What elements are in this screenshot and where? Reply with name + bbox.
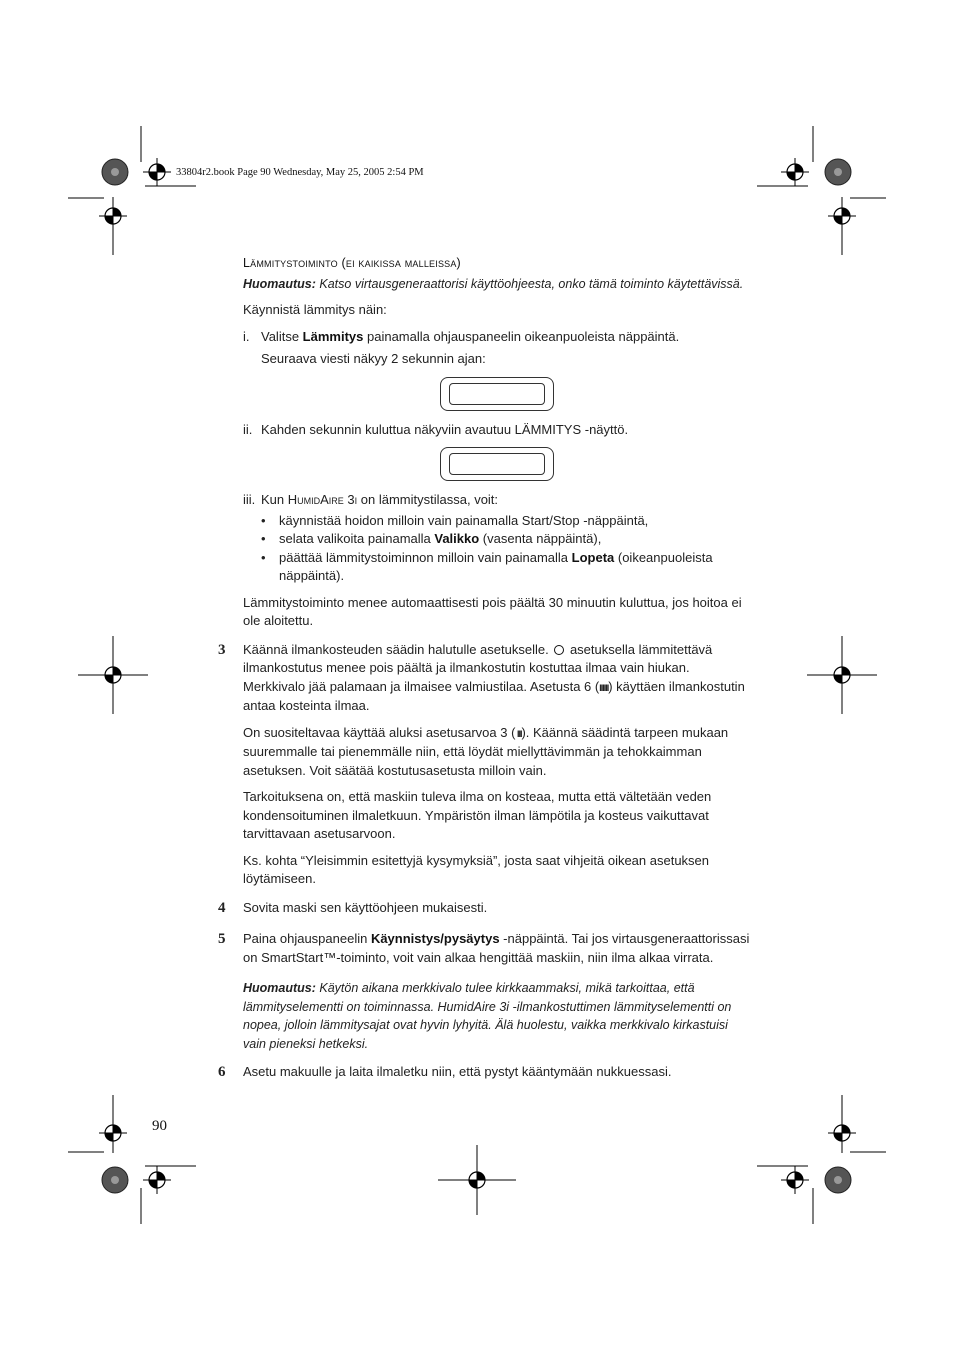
brand-name: HumidAire 3i (287, 492, 358, 507)
text-span: käynnistää hoidon milloin vain painamalla Start/Stop -näppäintä, (279, 512, 649, 528)
intro-text: Käynnistä lämmitys näin: (243, 302, 387, 317)
text-span: -näppäintä. Tai jos virtausgeneraattorissasi on SmartStart™-toiminto, voit vain alkaa hengittää maskiin, niin ilma alkaa virrata. (243, 931, 750, 965)
bold-lopeta: Lopeta (571, 549, 615, 565)
step-3-para-4: Ks. kohta “Yleisimmin esitettyjä kysymyksiä”, josta saat vihjeitä oikean asetuksen löytämiseen. (243, 852, 710, 886)
registration-mark-icon (143, 1166, 171, 1194)
heading-cap: L (243, 256, 251, 270)
step-6-text: Asetu makuulle ja laita ilmaletku niin, että pystyt kääntymään nukkuessasi. (243, 1064, 672, 1079)
step-number: 4 (218, 899, 226, 916)
registration-mark-icon (781, 158, 809, 186)
text-span: Käännä ilmankosteuden säädin halutulle asetukselle. (243, 641, 553, 657)
registration-mark-icon (143, 158, 171, 186)
step-4-text: Sovita maski sen käyttöohjeen mukaisesti. (243, 899, 488, 915)
substep-number: ii. (243, 421, 253, 437)
text-span: ) käyttäen ilmankostutin antaa kosteinta ilmaa. (243, 678, 745, 713)
note-label: Huomautus: (243, 981, 316, 995)
note-text: Katso virtausgeneraattorisi käyttöohjeesta, onko tämä toiminto käytettävissä. (315, 276, 744, 291)
registration-mark-icon (102, 1167, 128, 1193)
note-text: Käytön aikana merkkivalo tulee kirkkaammaksi, mikä tarkoittaa, että lämmityselementti on toiminnassa. HumidAire 3i -ilmankostuttimen lämmityselementti on nopea, jolloin lämmitysajat ovat hyvin lyhyitä. Älä huolestu, vaikka merkkivalo kirkastuisi vain pieneksi hetkeksi. (243, 981, 732, 1051)
setting-6-symbol: IIIIII (599, 682, 609, 693)
substep-ii-text: Kahden sekunnin kuluttua näkyviin avautuu LÄMMITYS -näyttö. (261, 421, 629, 437)
text-span: ). Käännä säädintä tarpeen mukaan suuremmalle tai pienemmälle niin, että löydät miellyttävimmän ja tehokkaimman asetuksen. Voit säätää kostutusasetusta milloin vain. (243, 724, 729, 778)
page-number: 90 (152, 1118, 167, 1134)
text-span: (oikeanpuoleista näppäintä). (279, 549, 713, 583)
text-span: Paina ohjauspaneelin (243, 931, 371, 946)
text-span: Kun (261, 492, 288, 507)
registration-mark-icon (99, 202, 127, 230)
text-span: asetuksella lämmitettävä ilmankostutus menee pois päältä ja ilmankostutin kostuttaa ilmaa vain hiukan. Merkkivalo jää palamaan ja ilmaisee valmiustilaa. Asetusta 6 ( (243, 641, 713, 694)
text-span: päättää lämmitystoiminnon milloin vain painamalla (279, 549, 572, 565)
note-label: Huomautus: (243, 276, 316, 291)
bold-lammitys: Lämmitys (302, 328, 364, 344)
text-span: painamalla ohjauspaneelin oikeanpuoleista näppäintä. (363, 328, 680, 344)
registration-mark-icon (781, 1166, 809, 1194)
text-span: selata valikoita painamalla (279, 531, 435, 546)
text-span: (vasenta näppäintä), (479, 531, 602, 546)
step-3-para-3: Tarkoituksena on, että maskiin tuleva ilma on kosteaa, mutta että vältetään veden kondensoituminen ilmaletkuun. Ympäristön ilman lämpötila ja kosteus vaikuttavat tarvittavaan asetusarvoon. (243, 789, 712, 841)
bold-kaynnistys: Käynnistys/pysäytys (370, 931, 500, 946)
substep-number: iii. (243, 492, 256, 507)
setting-3-symbol: III (515, 728, 522, 739)
text-span: Valitse (261, 328, 303, 344)
substep-i-sub: Seuraava viesti näkyy 2 sekunnin ajan: (261, 351, 486, 366)
substep-number: i. (243, 328, 250, 344)
registration-mark-icon (828, 202, 856, 230)
registration-mark-icon (825, 1167, 851, 1193)
step-number: 3 (218, 641, 226, 658)
registration-mark-icon (102, 159, 128, 185)
bold-valikko: Valikko (434, 531, 480, 546)
step-number: 5 (218, 931, 226, 947)
file-header: 33804r2.book Page 90 Wednesday, May 25, 2005 2:54 PM (176, 167, 424, 178)
registration-mark-icon (825, 159, 851, 185)
heading-rest: ämmitystoiminto (ei kaikissa malleissa) (250, 256, 461, 270)
step-number: 6 (218, 1064, 226, 1080)
auto-off-text: Lämmitystoiminto menee automaattisesti pois päältä 30 minuutin kuluttua, jos hoitoa ei ole aloitettu. (243, 594, 742, 628)
text-span: On suositeltavaa käyttää aluksi asetusarvoa 3 ( (243, 724, 516, 740)
text-span: on lämmitystilassa, voit: (357, 492, 499, 507)
